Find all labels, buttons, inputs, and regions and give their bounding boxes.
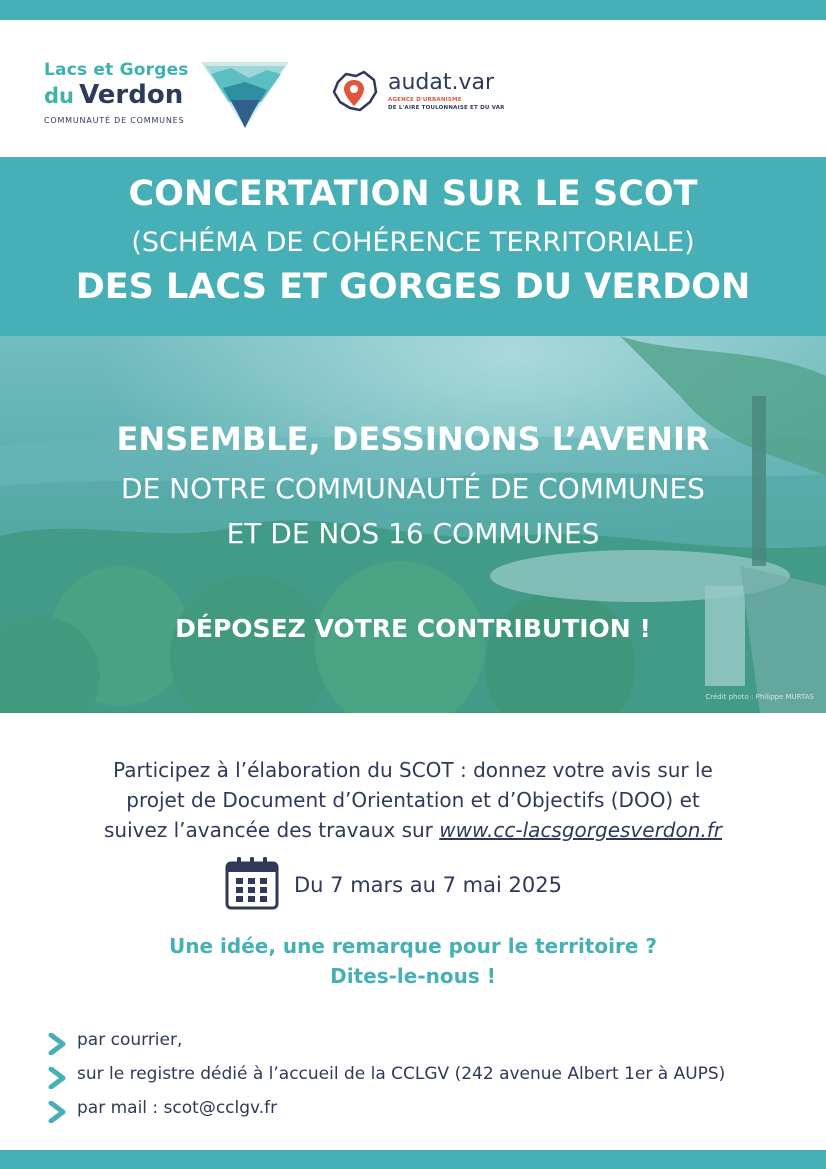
intro-paragraph [40, 755, 786, 845]
logo-subtitle: COMMUNAUTÉ DE COMMUNES [44, 116, 185, 125]
calendar-icon [224, 855, 280, 911]
bullet-text: par courrier, [77, 1030, 183, 1050]
logo-verdon: Verdon [79, 80, 184, 110]
landscape-photo [0, 336, 826, 713]
top-accent-bar [0, 0, 826, 20]
title-band [0, 157, 826, 336]
bottom-accent-bar [0, 1150, 826, 1169]
map-pin-icon [330, 68, 380, 116]
title-line3: DES LACS ET GORGES DU VERDON [75, 267, 751, 307]
photo-line3: ET DE NOS 16 COMMUNES [226, 517, 600, 550]
chevron-right-icon [48, 1033, 66, 1055]
intro-line3-prefix: suivez l’avancée des travaux sur [103, 818, 440, 842]
audat-name: audat.var [388, 70, 495, 95]
photo-cta: DÉPOSEZ VOTRE CONTRIBUTION ! [175, 614, 651, 643]
bullet-text: sur le registre dédié à l’accueil de la CCLGV (242 avenue Albert 1er à AUPS) [77, 1064, 726, 1084]
verdon-v-icon [201, 60, 289, 128]
intro-line1: Participez à l’élaboration du SCOT : donnez votre avis sur le [113, 758, 713, 782]
chevron-right-icon [48, 1067, 66, 1089]
audat-subtitle-2: DE L'AIRE TOULONNAISE ET DU VAR [388, 105, 505, 111]
idea-line2: Dites-le-nous ! [330, 964, 496, 988]
lacs-gorges-verdon-logo [44, 58, 294, 130]
intro-line3 [40, 815, 786, 845]
list-item [48, 1064, 788, 1098]
intro-line2: projet de Document d’Orientation et d’Objectifs (DOO) et [126, 788, 700, 812]
logo-line2 [44, 80, 183, 110]
website-link[interactable]: www.cc-lacsgorgesverdon.fr [439, 818, 723, 842]
idea-line1: Une idée, une remarque pour le territoire ? [169, 934, 657, 958]
photo-credit: Crédit photo : Philippe MURTAS [705, 693, 814, 701]
list-item [48, 1030, 788, 1064]
list-item [48, 1098, 788, 1132]
logo-du: du [44, 84, 74, 108]
photo-line2: DE NOTRE COMMUNAUTÉ DE COMMUNES [121, 472, 705, 505]
chevron-right-icon [48, 1101, 66, 1123]
logo-line1: Lacs et Gorges [44, 60, 189, 80]
title-line1: CONCERTATION SUR LE SCOT [128, 174, 698, 214]
bullet-text: par mail : scot@cclgv.fr [77, 1098, 278, 1118]
consultation-dates: Du 7 mars au 7 mai 2025 [294, 873, 562, 897]
audat-var-logo [330, 68, 510, 118]
contribution-methods-list [48, 1030, 788, 1132]
title-line2: (SCHÉMA DE COHÉRENCE TERRITORIALE) [131, 227, 695, 258]
photo-headline: ENSEMBLE, DESSINONS L’AVENIR [116, 420, 710, 458]
audat-subtitle-1: AGENCE D'URBANISME [388, 97, 462, 103]
